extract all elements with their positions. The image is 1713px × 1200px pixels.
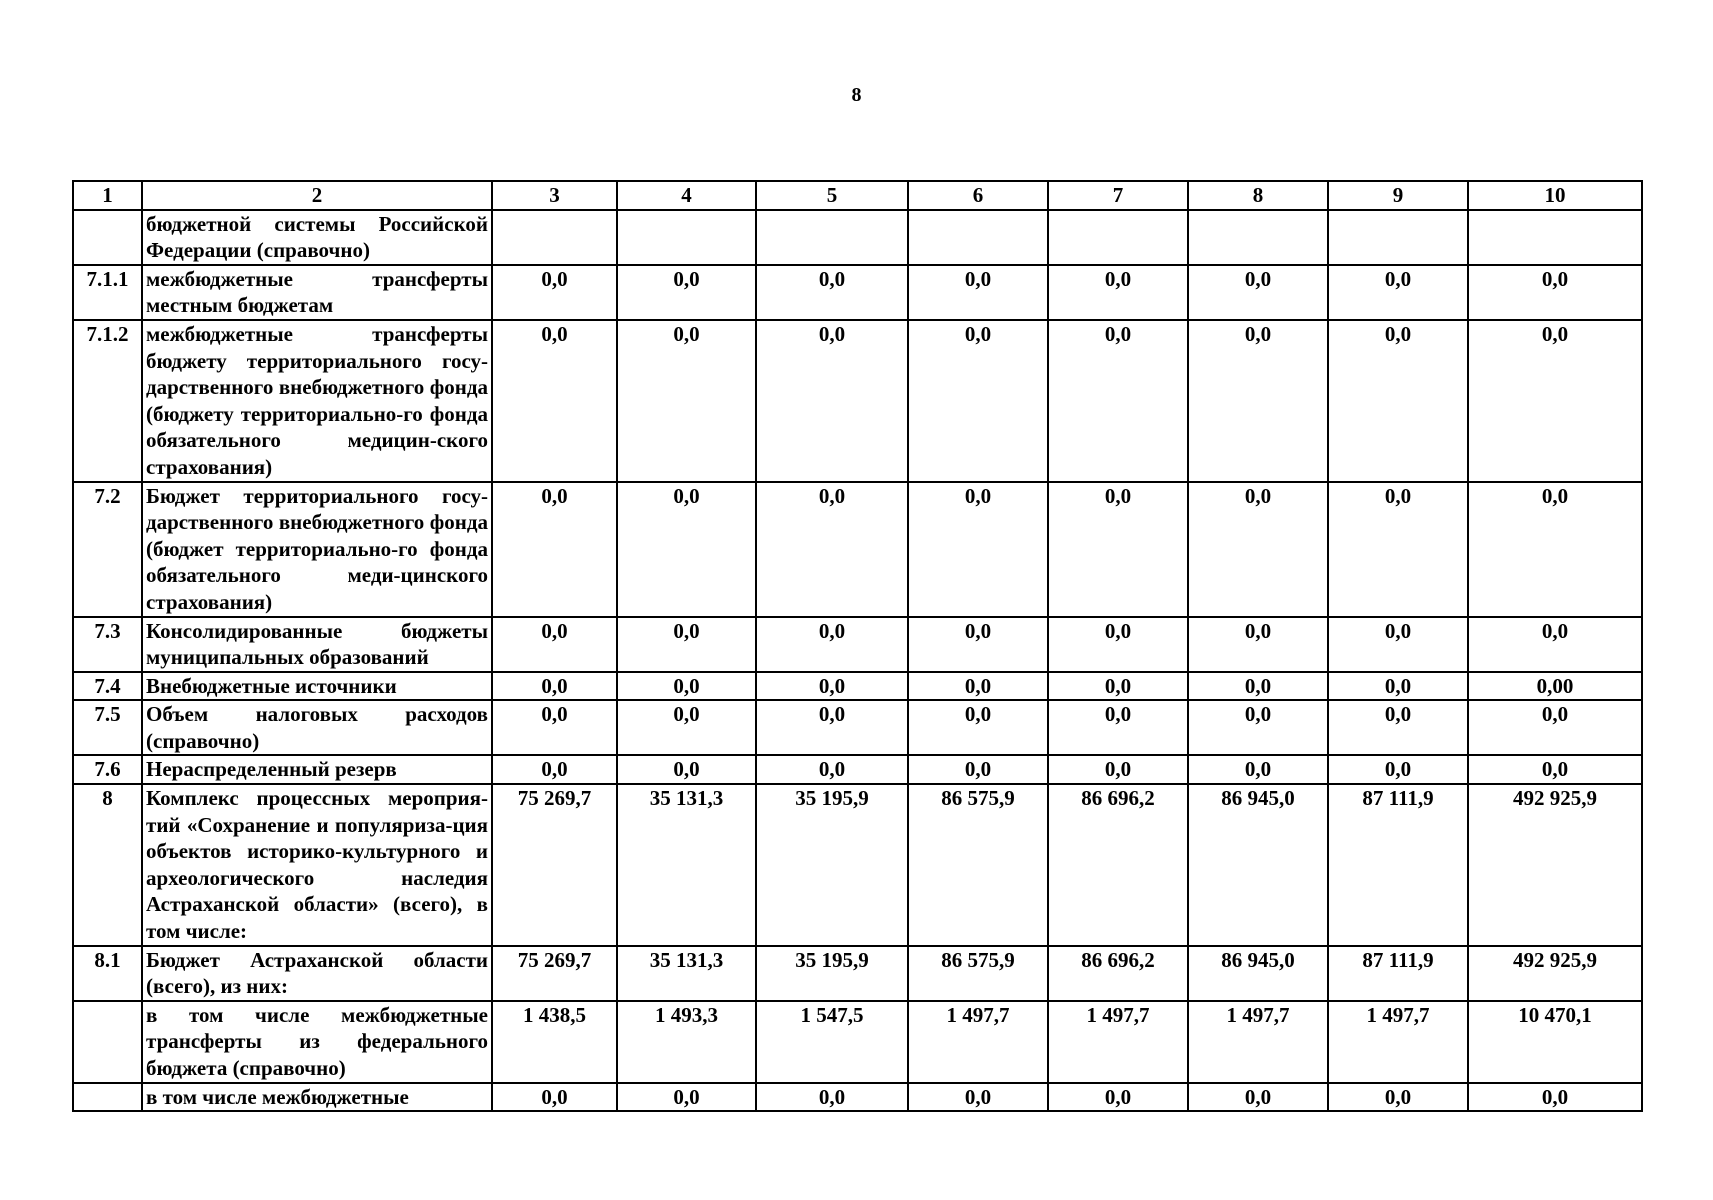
value-cell: 0,0 (1328, 617, 1468, 672)
value-cell (492, 210, 617, 265)
table-body (73, 210, 1642, 1112)
value-cell: 0,0 (908, 1083, 1048, 1112)
value-cell: 0,0 (1328, 672, 1468, 701)
column-header-3: 3 (492, 181, 617, 210)
value-cell: 1 497,7 (1328, 1001, 1468, 1083)
value-cell (1468, 210, 1642, 265)
value-cell: 492 925,9 (1468, 946, 1642, 1001)
value-cell: 0,0 (1468, 755, 1642, 784)
row-description: в том числе межбюджетные (142, 1083, 492, 1112)
value-cell: 0,00 (1468, 672, 1642, 701)
value-cell: 0,0 (1328, 265, 1468, 320)
value-cell: 0,0 (1328, 755, 1468, 784)
value-cell: 0,0 (617, 700, 756, 755)
value-cell: 86 575,9 (908, 784, 1048, 946)
value-cell: 0,0 (1328, 1083, 1468, 1112)
row-description: Бюджет территориального госу-дарственного внебюджетного фонда (бюджет территориально-го фонда обязательного меди-цинского страхования) (142, 482, 492, 617)
value-cell: 0,0 (1468, 265, 1642, 320)
table-row (73, 320, 1642, 482)
value-cell: 75 269,7 (492, 946, 617, 1001)
value-cell: 0,0 (617, 755, 756, 784)
value-cell: 0,0 (492, 1083, 617, 1112)
value-cell: 0,0 (1188, 1083, 1328, 1112)
row-description: Внебюджетные источники (142, 672, 492, 701)
value-cell: 0,0 (756, 320, 908, 482)
value-cell: 1 497,7 (908, 1001, 1048, 1083)
row-description: Комплекс процессных мероприя-тий «Сохранение и популяриза-ция объектов историко-культурного и археологического наследия Астраханской области» (всего), в том числе: (142, 784, 492, 946)
row-number: 7.1.1 (73, 265, 142, 320)
value-cell: 0,0 (617, 320, 756, 482)
value-cell: 0,0 (617, 265, 756, 320)
value-cell: 492 925,9 (1468, 784, 1642, 946)
row-number: 7.4 (73, 672, 142, 701)
value-cell: 0,0 (908, 755, 1048, 784)
row-number: 7.2 (73, 482, 142, 617)
value-cell: 0,0 (492, 755, 617, 784)
value-cell: 0,0 (908, 700, 1048, 755)
table-row (73, 755, 1642, 784)
row-number (73, 1083, 142, 1112)
table-row (73, 265, 1642, 320)
value-cell: 0,0 (1328, 320, 1468, 482)
value-cell: 0,0 (1468, 1083, 1642, 1112)
value-cell (756, 210, 908, 265)
row-number: 8.1 (73, 946, 142, 1001)
row-description: Нераспределенный резерв (142, 755, 492, 784)
value-cell: 0,0 (756, 755, 908, 784)
page-number: 8 (851, 84, 862, 106)
table-row (73, 700, 1642, 755)
table-header-row (73, 181, 1642, 210)
value-cell: 0,0 (492, 617, 617, 672)
column-header-1: 1 (73, 181, 142, 210)
value-cell: 86 945,0 (1188, 784, 1328, 946)
value-cell: 1 547,5 (756, 1001, 908, 1083)
value-cell: 0,0 (1048, 672, 1188, 701)
value-cell: 0,0 (756, 617, 908, 672)
value-cell (1188, 210, 1328, 265)
column-header-8: 8 (1188, 181, 1328, 210)
value-cell: 35 195,9 (756, 946, 908, 1001)
column-header-2: 2 (142, 181, 492, 210)
value-cell: 0,0 (1048, 265, 1188, 320)
value-cell: 0,0 (1188, 482, 1328, 617)
column-header-4: 4 (617, 181, 756, 210)
column-header-6: 6 (908, 181, 1048, 210)
value-cell: 0,0 (492, 672, 617, 701)
row-description: бюджетной системы Российской Федерации (справочно) (142, 210, 492, 265)
value-cell: 0,0 (1048, 320, 1188, 482)
value-cell: 1 497,7 (1048, 1001, 1188, 1083)
table-row (73, 1001, 1642, 1083)
row-number: 7.6 (73, 755, 142, 784)
table-row (73, 946, 1642, 1001)
row-number: 7.1.2 (73, 320, 142, 482)
row-description: в том числе межбюджетные трансферты из федерального бюджета (справочно) (142, 1001, 492, 1083)
value-cell: 0,0 (1188, 700, 1328, 755)
value-cell: 0,0 (756, 482, 908, 617)
value-cell: 0,0 (756, 700, 908, 755)
value-cell: 0,0 (1328, 700, 1468, 755)
value-cell: 35 131,3 (617, 946, 756, 1001)
budget-table (72, 180, 1643, 1112)
value-cell: 87 111,9 (1328, 784, 1468, 946)
row-description: Консолидированные бюджеты муниципальных образований (142, 617, 492, 672)
value-cell: 0,0 (1188, 672, 1328, 701)
row-number: 7.3 (73, 617, 142, 672)
value-cell: 1 497,7 (1188, 1001, 1328, 1083)
value-cell: 0,0 (617, 672, 756, 701)
value-cell: 0,0 (1048, 700, 1188, 755)
value-cell (1048, 210, 1188, 265)
row-description: Объем налоговых расходов (справочно) (142, 700, 492, 755)
row-number: 8 (73, 784, 142, 946)
value-cell: 0,0 (1048, 617, 1188, 672)
table-row (73, 482, 1642, 617)
column-header-5: 5 (756, 181, 908, 210)
value-cell: 0,0 (617, 617, 756, 672)
value-cell (617, 210, 756, 265)
value-cell: 0,0 (1188, 755, 1328, 784)
value-cell: 1 438,5 (492, 1001, 617, 1083)
value-cell: 0,0 (1048, 482, 1188, 617)
value-cell: 0,0 (1048, 1083, 1188, 1112)
value-cell: 0,0 (492, 482, 617, 617)
value-cell: 10 470,1 (1468, 1001, 1642, 1083)
value-cell (1328, 210, 1468, 265)
value-cell: 0,0 (756, 265, 908, 320)
value-cell (908, 210, 1048, 265)
value-cell: 0,0 (1468, 482, 1642, 617)
value-cell: 86 945,0 (1188, 946, 1328, 1001)
table-row (73, 210, 1642, 265)
value-cell: 0,0 (908, 672, 1048, 701)
table-row (73, 1083, 1642, 1112)
value-cell: 0,0 (1328, 482, 1468, 617)
value-cell: 1 493,3 (617, 1001, 756, 1083)
value-cell: 87 111,9 (1328, 946, 1468, 1001)
value-cell: 35 195,9 (756, 784, 908, 946)
value-cell: 0,0 (908, 265, 1048, 320)
value-cell: 86 575,9 (908, 946, 1048, 1001)
table-row (73, 784, 1642, 946)
column-header-10: 10 (1468, 181, 1642, 210)
row-number: 7.5 (73, 700, 142, 755)
value-cell: 0,0 (908, 320, 1048, 482)
row-description: межбюджетные трансферты местным бюджетам (142, 265, 492, 320)
row-description: Бюджет Астраханской области (всего), из них: (142, 946, 492, 1001)
value-cell: 0,0 (908, 482, 1048, 617)
value-cell: 0,0 (492, 320, 617, 482)
column-header-7: 7 (1048, 181, 1188, 210)
table-row (73, 672, 1642, 701)
value-cell: 0,0 (1188, 617, 1328, 672)
value-cell: 0,0 (1188, 320, 1328, 482)
value-cell: 0,0 (1468, 700, 1642, 755)
value-cell: 0,0 (908, 617, 1048, 672)
value-cell: 0,0 (1468, 320, 1642, 482)
value-cell: 0,0 (756, 672, 908, 701)
value-cell: 0,0 (1188, 265, 1328, 320)
value-cell: 0,0 (492, 265, 617, 320)
row-number (73, 1001, 142, 1083)
row-number (73, 210, 142, 265)
value-cell: 0,0 (1468, 617, 1642, 672)
row-description: межбюджетные трансферты бюджету территориального госу-дарственного внебюджетного фонда (бюджету территориально-го фонда обязательного медицин-ского страхования) (142, 320, 492, 482)
value-cell: 0,0 (617, 1083, 756, 1112)
column-header-9: 9 (1328, 181, 1468, 210)
value-cell: 0,0 (492, 700, 617, 755)
value-cell: 35 131,3 (617, 784, 756, 946)
value-cell: 86 696,2 (1048, 784, 1188, 946)
table-row (73, 617, 1642, 672)
value-cell: 0,0 (756, 1083, 908, 1112)
value-cell: 86 696,2 (1048, 946, 1188, 1001)
value-cell: 0,0 (617, 482, 756, 617)
value-cell: 75 269,7 (492, 784, 617, 946)
value-cell: 0,0 (1048, 755, 1188, 784)
